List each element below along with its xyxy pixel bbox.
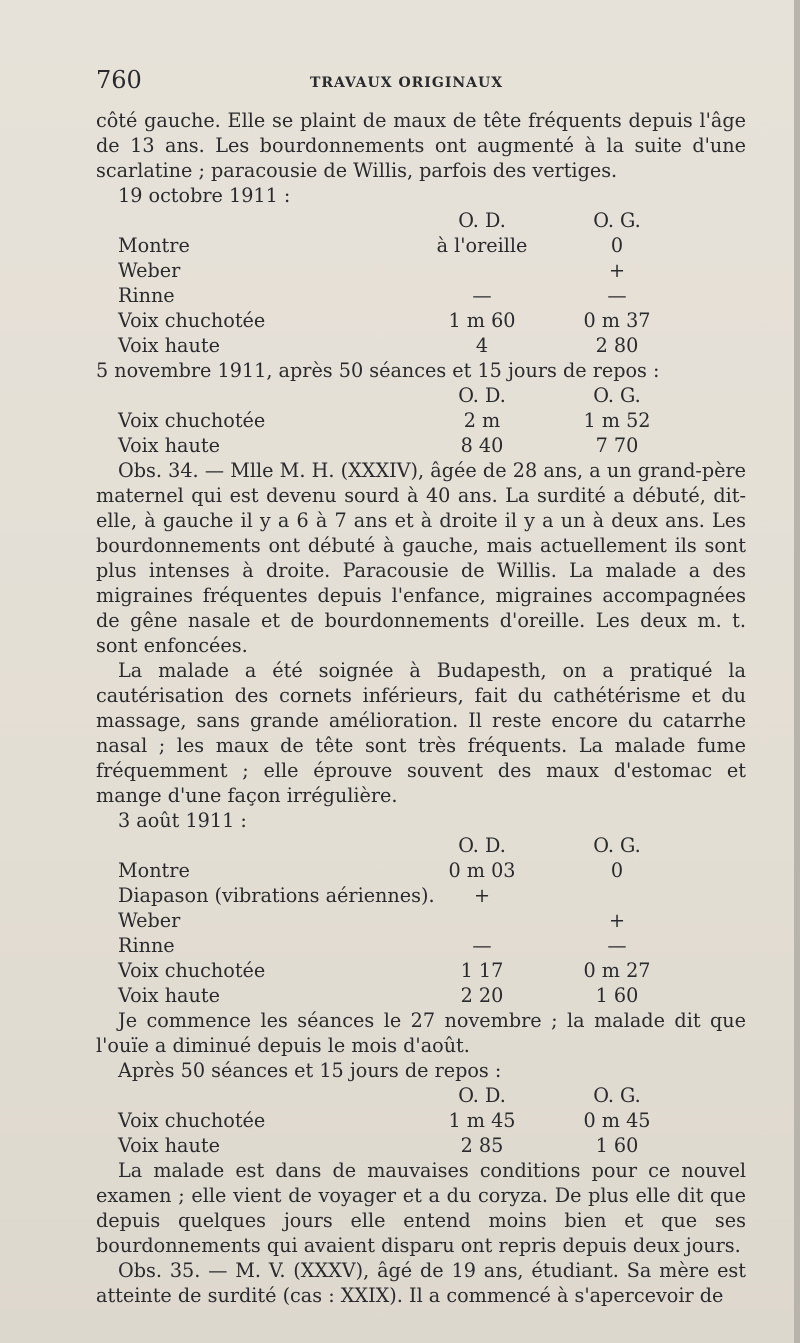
paragraph-4: La malade est dans de mauvaises conditions pour ce nouvel examen ; elle vient de voyager et a du coryza. De plus elle dit que depuis quelques jours elle entend moins bien et que ses bourdonnements qui avaient disparu ont repris depuis deux jours. [96, 1159, 746, 1257]
table-row [96, 958, 746, 983]
running-header [96, 66, 746, 102]
row-label: Montre [118, 859, 190, 882]
row-label: Montre [118, 234, 190, 257]
od-value [402, 258, 562, 283]
page-edge-shadow [794, 0, 800, 1343]
row-label: Weber [118, 259, 181, 282]
running-title: TRAVAUX ORIGINAUX [310, 75, 504, 91]
og-value [562, 883, 672, 908]
date-heading-2: 5 novembre 1911, après 50 séances et 15 jours de repos : [96, 359, 660, 382]
table-row [96, 883, 746, 908]
paragraph-2: La malade a été soignée à Budapesth, on a pratiqué la cautérisation des cornets inférieurs, fait du cathétérisme et du massage, sans grande amélioration. Il reste encore du catarrhe nasal ; les maux de tête sont très fréquents. La malade fume fréquemment ; elle éprouve souvent des maux d'estomac et mange d'une façon irrégulière. [96, 659, 746, 807]
audiometry-table-1 [96, 208, 746, 358]
col-og-header: O. G. [593, 834, 641, 857]
row-label: Voix haute [118, 1134, 220, 1157]
og-value: 1 m 52 [583, 409, 651, 432]
col-od-header: O. D. [458, 209, 506, 232]
page-number: 760 [96, 66, 142, 94]
paragraph-3: Je commence les séances le 27 novembre ; la malade dit que l'ouïe a diminué depuis le mois d'août. [96, 1009, 746, 1057]
table-row [96, 1133, 746, 1158]
audiometry-table-4 [96, 1083, 746, 1158]
row-label: Diapason (vibrations aériennes). [118, 884, 435, 907]
date-heading-1: 19 octobre 1911 : [118, 184, 291, 207]
og-value: 1 60 [595, 984, 639, 1007]
og-value: 0 m 27 [583, 959, 651, 982]
col-og-header: O. G. [593, 209, 641, 232]
col-od-header: O. D. [458, 834, 506, 857]
od-value: 2 85 [460, 1134, 504, 1157]
audiometry-table-2 [96, 383, 746, 458]
og-value: 0 [610, 234, 624, 257]
row-label: Voix chuchotée [118, 1109, 266, 1132]
table-row [96, 308, 746, 333]
og-value: + [608, 259, 626, 282]
table-row [96, 983, 746, 1008]
observation-35: Obs. 35. — M. V. (XXXV), âgé de 19 ans, étudiant. Sa mère est atteinte de surdité (cas : XXIX). Il a commencé à s'apercevoir de [96, 1259, 746, 1307]
table-row [96, 233, 746, 258]
col-og-header: O. G. [593, 1084, 641, 1107]
og-value: — [607, 934, 627, 957]
row-label: Weber [118, 909, 181, 932]
od-value: 2 20 [460, 984, 504, 1007]
row-label: Voix haute [118, 434, 220, 457]
col-od-header: O. D. [458, 384, 506, 407]
od-value: — [472, 284, 492, 307]
paragraph-1: côté gauche. Elle se plaint de maux de tête fréquents depuis l'âge de 13 ans. Les bourdonnements ont augmenté à la suite d'une scarlatine ; paracousie de Willis, parfois des vertiges. [96, 109, 746, 182]
og-value: 0 [610, 859, 624, 882]
table-row [96, 283, 746, 308]
row-label: Voix chuchotée [118, 309, 266, 332]
col-og-header: O. G. [593, 384, 641, 407]
od-value [402, 908, 562, 933]
od-value: 2 m [463, 409, 501, 432]
col-od-header: O. D. [458, 1084, 506, 1107]
table-row [96, 333, 746, 358]
od-value: à l'oreille [436, 234, 528, 257]
table-header-row [96, 208, 746, 233]
audiometry-table-3 [96, 833, 746, 1008]
od-value: 1 m 60 [448, 309, 516, 332]
row-label: Rinne [118, 284, 175, 307]
od-value: — [472, 934, 492, 957]
observation-34: Obs. 34. — Mlle M. H. (XXXIV), âgée de 28 ans, a un grand-père maternel qui est devenu sourd à 40 ans. La surdité a débuté, dit-elle, à gauche il y a 6 à 7 ans et à droite il y a un à deux ans. Les bourdonnements ont débuté à gauche, mais actuellement ils sont plus intenses à droite. Paracousie de Willis. La malade a des migraines fréquentes depuis l'enfance, migraines accompagnées de gêne nasale et de bourdonnements d'oreille. Les deux m. t. sont enfoncées. [96, 459, 746, 657]
table-row [96, 858, 746, 883]
og-value: — [607, 284, 627, 307]
og-value: 0 m 45 [583, 1109, 651, 1132]
od-value: 8 40 [460, 434, 504, 457]
table-header-row [96, 833, 746, 858]
od-value: 0 m 03 [448, 859, 516, 882]
og-value: 2 80 [595, 334, 639, 357]
date-heading-4: Après 50 séances et 15 jours de repos : [118, 1059, 502, 1082]
row-label: Voix chuchotée [118, 959, 266, 982]
table-row [96, 433, 746, 458]
table-row [96, 408, 746, 433]
table-row [96, 933, 746, 958]
table-row [96, 258, 746, 283]
table-row [96, 1108, 746, 1133]
od-value: 1 17 [460, 959, 504, 982]
row-label: Voix haute [118, 334, 220, 357]
og-value: + [608, 909, 626, 932]
table-row [96, 908, 746, 933]
row-label: Voix chuchotée [118, 409, 266, 432]
og-value: 7 70 [595, 434, 639, 457]
date-heading-3: 3 août 1911 : [118, 809, 247, 832]
row-label: Voix haute [118, 984, 220, 1007]
table-header-row [96, 383, 746, 408]
og-value: 1 60 [595, 1134, 639, 1157]
od-value: + [473, 884, 491, 907]
og-value: 0 m 37 [583, 309, 651, 332]
body-text [96, 108, 746, 1308]
row-label: Rinne [118, 934, 175, 957]
table-header-row [96, 1083, 746, 1108]
od-value: 4 [475, 334, 489, 357]
od-value: 1 m 45 [448, 1109, 516, 1132]
